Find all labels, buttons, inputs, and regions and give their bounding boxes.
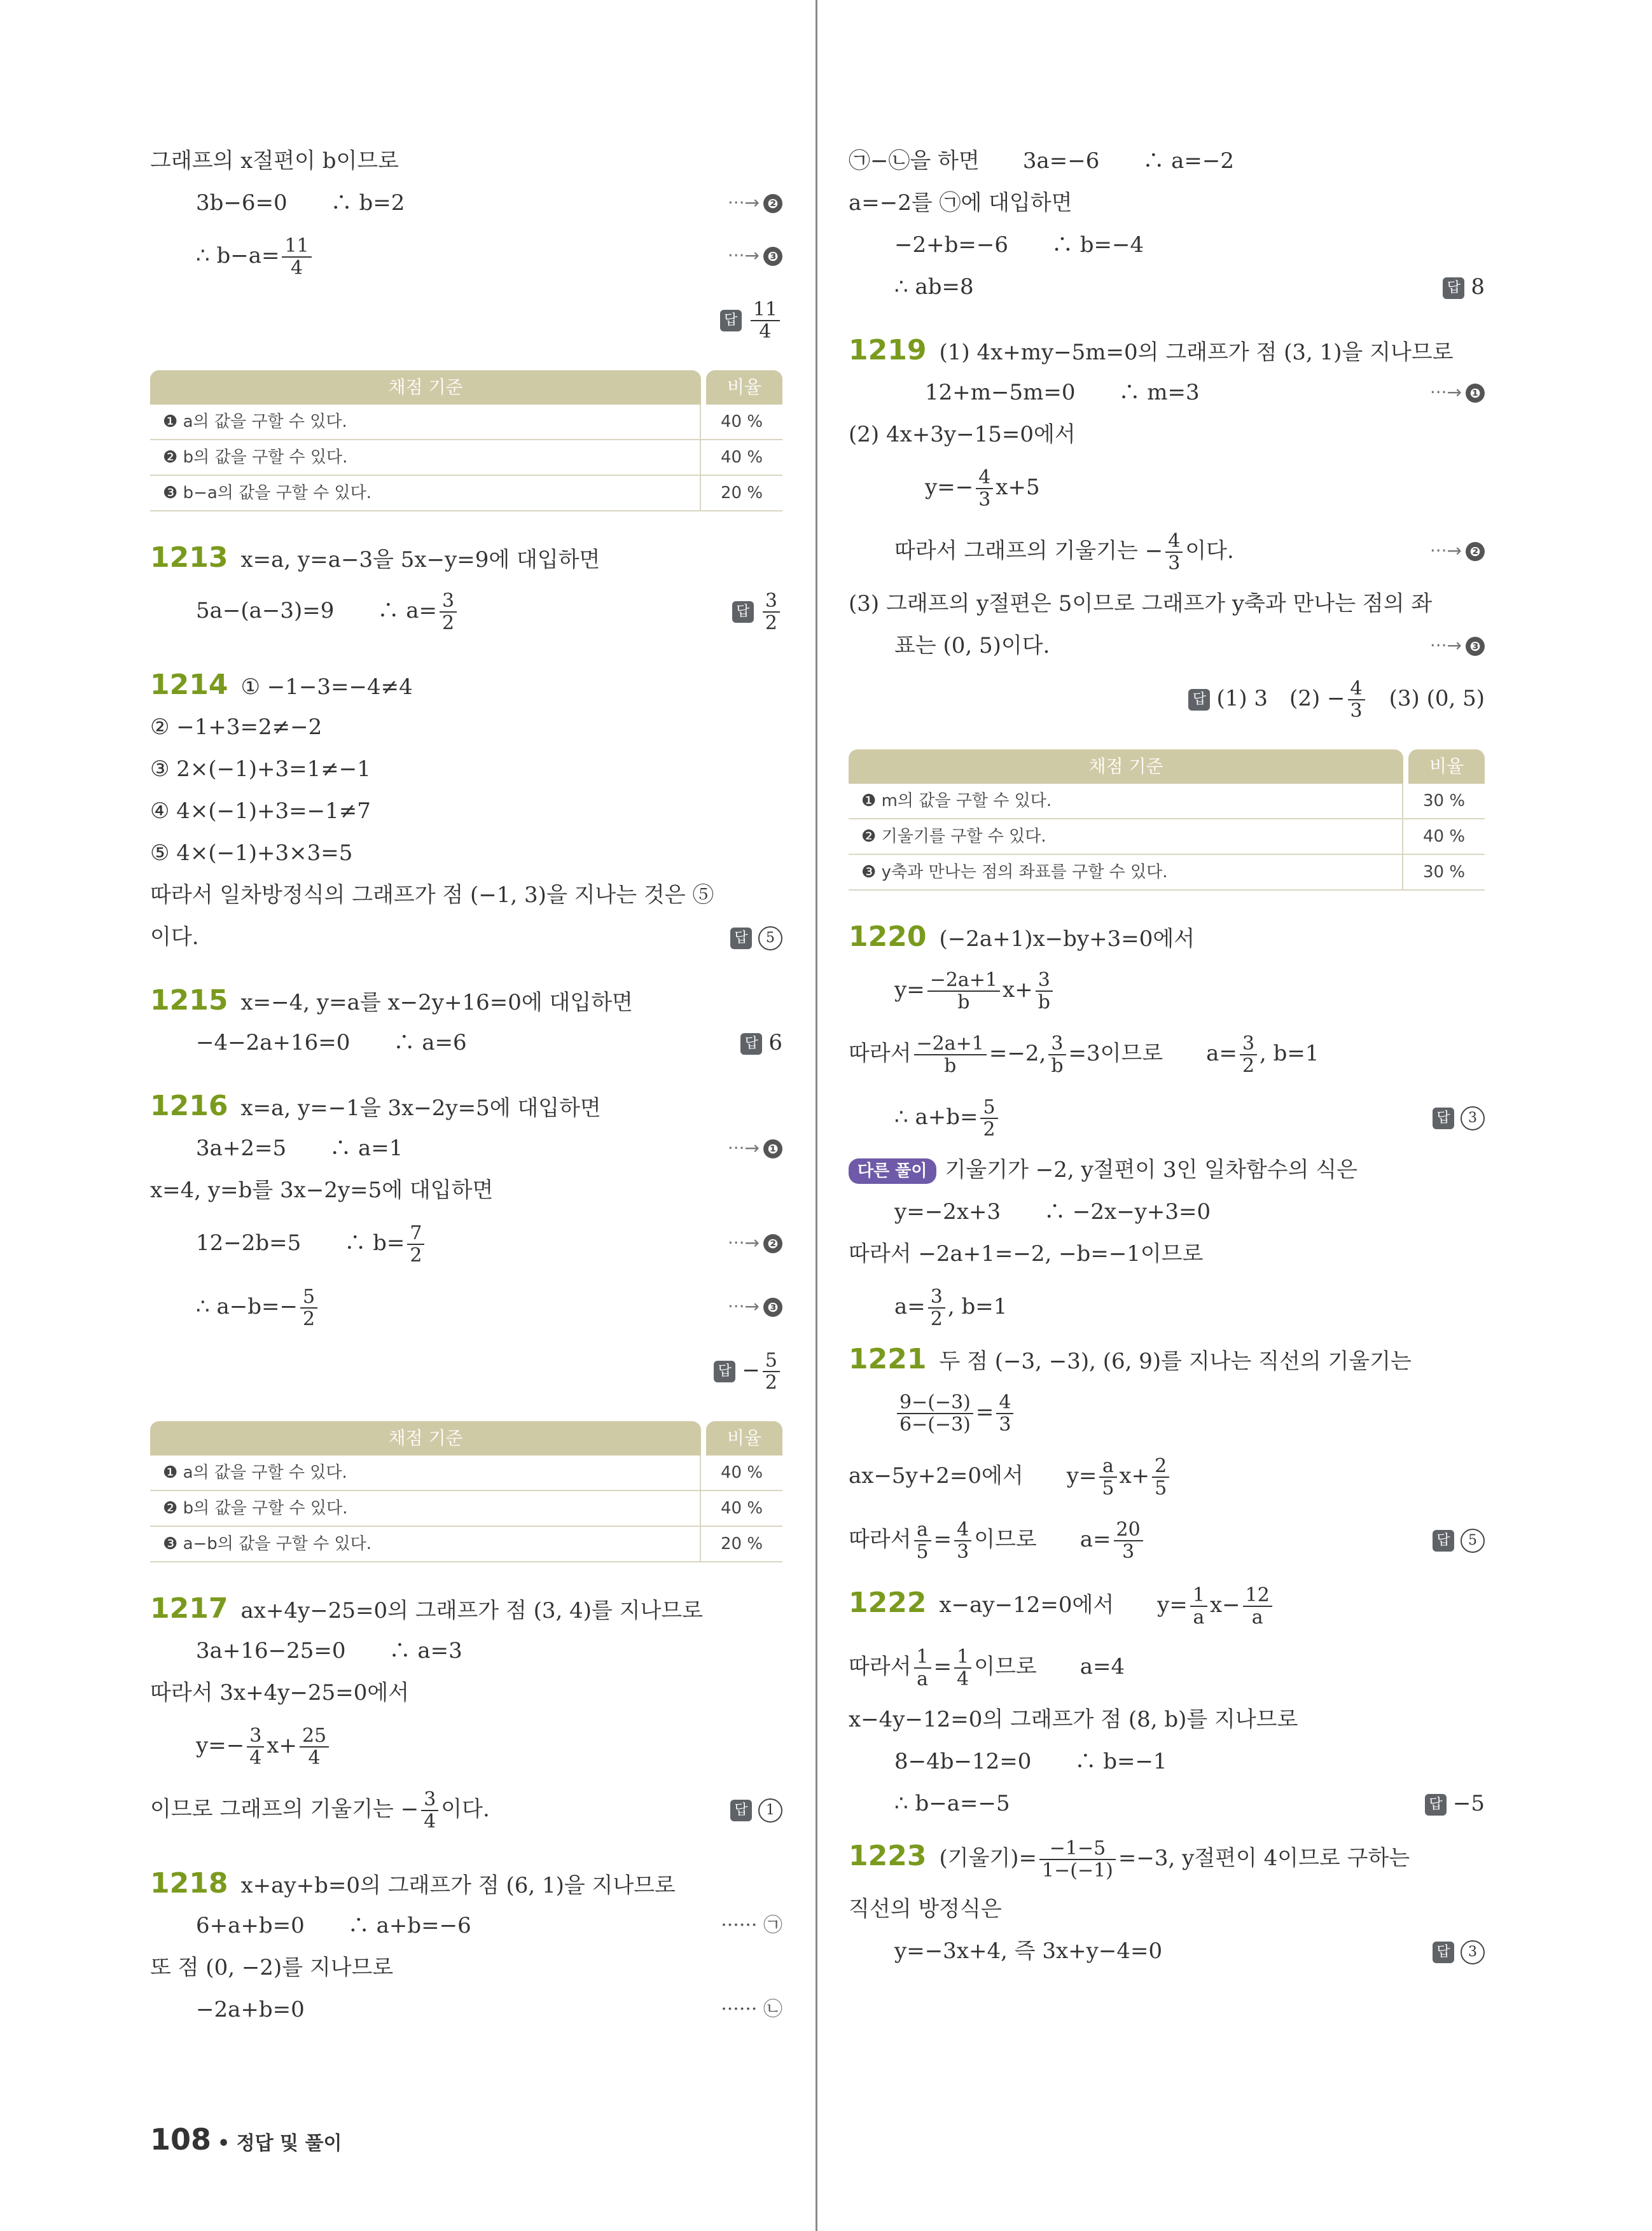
text-line: 8−4b−12=0 ∴ b=−1 [894, 1749, 1167, 1774]
answer-line [849, 667, 1485, 730]
problem-1215: 1215 x=−4, y=a를 x−2y+16=0에 대입하면 [150, 984, 633, 1017]
table-header: 비율 [706, 370, 782, 405]
text: 그래프의 x절편이 b이므로 [150, 148, 399, 174]
text-line: 12+m−5m=0 ∴ m=3 ···→ ❶ [849, 372, 1485, 414]
table-row: ❸ y축과 만나는 점의 좌표를 구할 수 있다. 30 % [849, 855, 1485, 891]
alt-solution: 다른 풀이 기울기가 −2, y절편이 3인 일차함수의 식은 [849, 1149, 1485, 1191]
problem-1214: 1214 ① −1−3=−4≠4 [150, 669, 413, 701]
answer-icon: 답 [732, 601, 754, 623]
text-line: 따라서 3x+4y−25=0에서 [150, 1680, 410, 1706]
text-line: a= $\frac{3}{2}$ , b=1 [894, 1286, 1008, 1330]
answer-icon: 답 [1188, 689, 1210, 711]
text-line: 이다. 답 5 [150, 916, 782, 958]
problem-number: 1222 [849, 1587, 927, 1619]
table-row: ❷ 기울기를 구할 수 있다. 40 % [849, 819, 1485, 855]
text-line: ④ 4×(−1)+3=−1≠7 [150, 798, 371, 824]
problem-1216: 1216 x=a, y=−1을 3x−2y=5에 대입하면 [150, 1090, 601, 1122]
answer: 답 $\frac{11}{4}$ [720, 288, 782, 351]
answer-line [150, 288, 782, 351]
table-header: 비율 [706, 1421, 782, 1456]
text-line: 따라서 −2a+1=−2, −b=−1이므로 [849, 1241, 1204, 1267]
scoring-table [150, 370, 782, 511]
answer: 답 3 [1433, 1930, 1485, 1972]
answer: 답 8 [1443, 266, 1485, 308]
equation-marker: ······ ㉠ [721, 1914, 782, 1936]
answer-icon: 답 [730, 928, 752, 949]
answer-icon: 답 [1433, 1530, 1454, 1552]
left-column [150, 140, 782, 2031]
text-line: ax−5y+2=0에서 y= $\frac{a}{5}$ x+ $\frac{2}{5}$ [849, 1444, 1485, 1508]
problem-1219: 1219 (1) 4x+my−5m=0의 그래프가 점 (3, 1)을 지나므로 [849, 334, 1454, 366]
step-marker: ···→ ❸ [1430, 625, 1485, 667]
text-line: 따라서 일차방정식의 그래프가 점 (−1, 3)을 지나는 것은 ⑤ [150, 882, 714, 908]
step-marker: ···→ ❶ [728, 1127, 782, 1169]
problem-1221: 1221 두 점 (−3, −3), (6, 9)를 지나는 직선의 기울기는 [849, 1343, 1412, 1375]
answer-icon: 답 [1425, 1794, 1447, 1816]
problem-1223: 1223 (기울기)= $\frac{-1-5}{1-(-1)}$ =−3, y절편이 4이므로 구하는 [849, 1837, 1410, 1882]
text-line [150, 224, 782, 288]
text-line: y=− $\frac{3}{4}$ x+ $\frac{25}{4}$ [150, 1714, 782, 1777]
problem-number: 1216 [150, 1090, 228, 1122]
problem-number: 1213 [150, 541, 228, 574]
text-line: x=4, y=b를 3x−2y=5에 대입하면 [150, 1178, 494, 1203]
text-line: y=−2x+3 ∴ −2x−y+3=0 [894, 1199, 1211, 1225]
table-row: ❶ m의 값을 구할 수 있다. 30 % [849, 784, 1485, 819]
problem-number: 1221 [849, 1343, 927, 1375]
step-marker: ···→ ❷ [1430, 519, 1485, 583]
text-line: −2+b=−6 ∴ b=−4 [894, 232, 1144, 258]
equation-marker: ······ ㉡ [721, 1998, 782, 2020]
answer: 답 − $\frac{5}{2}$ [714, 1338, 782, 1402]
problem-number: 1218 [150, 1867, 228, 1900]
text-line: ㉠−㉡을 하면 3a=−6 ∴ a=−2 [849, 148, 1235, 174]
text-line: 12−2b=5 ∴ b= $\frac{7}{2}$ ···→ ❷ [150, 1211, 782, 1275]
right-column [849, 140, 1485, 1972]
problem-1213: 1213 x=a, y=a−3을 5x−y=9에 대입하면 [150, 541, 600, 574]
table-header: 채점 기준 [150, 1421, 701, 1456]
text-line: y=− $\frac{4}{3}$ x+5 [925, 466, 1040, 511]
answer: 답 $\frac{3}{2}$ [732, 579, 782, 643]
text-line [150, 140, 782, 182]
text-line: 3a+2=5 ∴ a=1 ···→ ❶ [150, 1127, 782, 1169]
text-line: 표는 (0, 5)이다. ···→ ❸ [849, 625, 1485, 667]
text-line: ∴ a+b= $\frac{5}{2}$ 답 3 [849, 1085, 1485, 1149]
text-line [150, 182, 782, 224]
problem-number: 1220 [849, 921, 927, 953]
problem-1217: 1217 ax+4y−25=0의 그래프가 점 (3, 4)를 지나므로 [150, 1592, 704, 1625]
step-marker: ···→ ❷ [728, 1211, 782, 1275]
text-line: ∴ ab=8 답 8 [849, 266, 1485, 308]
answer-icon: 답 [730, 1800, 752, 1821]
text-line: y= $\frac{-2a+1}{b}$ x+ $\frac{3}{b}$ [849, 958, 1485, 1022]
text-line: (2) 4x+3y−15=0에서 [849, 422, 1076, 447]
answer: 답 5 [730, 916, 782, 958]
problem-number: 1215 [150, 984, 228, 1017]
text-line: 3a+16−25=0 ∴ a=3 [196, 1638, 462, 1664]
text-line: ⑤ 4×(−1)+3×3=5 [150, 840, 353, 866]
text-line: 따라서 $\frac{-2a+1}{b}$ =−2, $\frac{3}{b}$ =3이므로 a= $\frac{3}{2}$ , b=1 [849, 1032, 1319, 1077]
answer-line [150, 1338, 782, 1402]
problem-1218: 1218 x+ay+b=0의 그래프가 점 (6, 1)을 지나므로 [150, 1867, 676, 1900]
step-marker: ···→ ❷ [728, 182, 782, 224]
step-marker: ···→ ❸ [728, 224, 782, 288]
text-line: ③ 2×(−1)+3=1≠−1 [150, 756, 371, 782]
text: ∴ b−a= [196, 243, 280, 268]
text-line: $\frac{9-(-3)}{6-(-3)}$ = $\frac{4}{3}$ [849, 1380, 1485, 1444]
table-header: 채점 기준 [150, 370, 701, 405]
answer-icon: 답 [1443, 277, 1464, 299]
text-line: ② −1+3=2≠−2 [150, 714, 323, 740]
scoring-table [849, 749, 1485, 891]
table-row: ❶ a의 값을 구할 수 있다. 40 % [150, 1456, 782, 1491]
answer-icon: 답 [720, 310, 742, 331]
table-row: ❸ b−a의 값을 구할 수 있다. 20 % [150, 476, 782, 511]
text-line: −2a+b=0 ······ ㉡ [150, 1989, 782, 2031]
answer-icon: 답 [714, 1361, 735, 1382]
answer: 답 (1) 3 (2) − $\frac{4}{3}$ (3) (0, 5) [1188, 667, 1485, 730]
text-line: 5a−(a−3)=9 ∴ a= $\frac{3}{2}$ 답 $\frac{3}{2}$ [150, 579, 782, 643]
problem-number: 1217 [150, 1592, 228, 1625]
table-row: ❷ b의 값을 구할 수 있다. 40 % [150, 440, 782, 476]
page-number: 108 [150, 2122, 212, 2157]
text-line: x−4y−12=0의 그래프가 점 (8, b)를 지나므로 [849, 1707, 1298, 1732]
fraction: $\frac{11}{4}$ [282, 235, 311, 279]
column-divider [816, 0, 817, 2231]
answer-icon: 답 [740, 1033, 762, 1055]
text-line: 6+a+b=0 ∴ a+b=−6 ······ ㉠ [150, 1905, 782, 1947]
table-header: 채점 기준 [849, 749, 1403, 784]
problem-1222: 1222 x−ay−12=0에서 y= $\frac{1}{a}$ x− $\frac{12}{a}$ [849, 1571, 1485, 1635]
problem-number: 1214 [150, 669, 228, 701]
text-line: ∴ a−b=− $\frac{5}{2}$ ···→ ❸ [150, 1275, 782, 1338]
text-line: (3) 그래프의 y절편은 5이므로 그래프가 y축과 만나는 점의 좌 [849, 591, 1433, 616]
answer: 답 5 [1433, 1508, 1485, 1571]
answer: 답 3 [1433, 1085, 1485, 1149]
text-line: a=−2를 ㉠에 대입하면 [849, 190, 1072, 216]
text-line: 따라서 $\frac{a}{5}$ = $\frac{4}{3}$ 이므로 a= $\frac{20}{3}$ 답 5 [849, 1508, 1485, 1571]
scoring-table [150, 1421, 782, 1562]
alt-solution-badge: 다른 풀이 [849, 1158, 936, 1184]
answer: 답 −5 [1425, 1783, 1485, 1824]
table-row: ❶ a의 값을 구할 수 있다. 40 % [150, 405, 782, 440]
text-line: ∴ b−a=−5 답 −5 [849, 1783, 1485, 1824]
problem-number: 1219 [849, 334, 927, 366]
problem-1220: 1220 (−2a+1)x−by+3=0에서 [849, 921, 1195, 953]
step-marker: ···→ ❶ [1430, 372, 1485, 414]
text-line: y=−3x+4, 즉 3x+y−4=0 답 3 [849, 1930, 1485, 1972]
answer-icon: 답 [1433, 1108, 1454, 1129]
text-line: 또 점 (0, −2)를 지나므로 [150, 1955, 394, 1980]
table-row: ❷ b의 값을 구할 수 있다. 40 % [150, 1491, 782, 1527]
table-row: ❸ a−b의 값을 구할 수 있다. 20 % [150, 1527, 782, 1562]
table-header: 비율 [1408, 749, 1485, 784]
answer: 답 1 [730, 1777, 782, 1841]
text: 3b−6=0 ∴ b=2 [196, 190, 405, 216]
page-footer [150, 2122, 342, 2157]
answer: 답 6 [740, 1022, 782, 1064]
text-line: 이므로 그래프의 기울기는 − $\frac{3}{4}$ 이다. 답 1 [150, 1777, 782, 1841]
text-line: 직선의 방정식은 [849, 1896, 1002, 1922]
footer-title: • 정답 및 풀이 [218, 2132, 342, 2155]
text-line: −4−2a+16=0 ∴ a=6 답 6 [150, 1022, 782, 1064]
problem-number: 1223 [849, 1840, 927, 1872]
text-line: 따라서 그래프의 기울기는 − $\frac{4}{3}$ 이다. ···→ ❷ [849, 519, 1485, 583]
answer-icon: 답 [1433, 1942, 1454, 1963]
text-line: 따라서 $\frac{1}{a}$ = $\frac{1}{4}$ 이므로 a=4 [849, 1646, 1125, 1690]
step-marker: ···→ ❸ [728, 1275, 782, 1338]
